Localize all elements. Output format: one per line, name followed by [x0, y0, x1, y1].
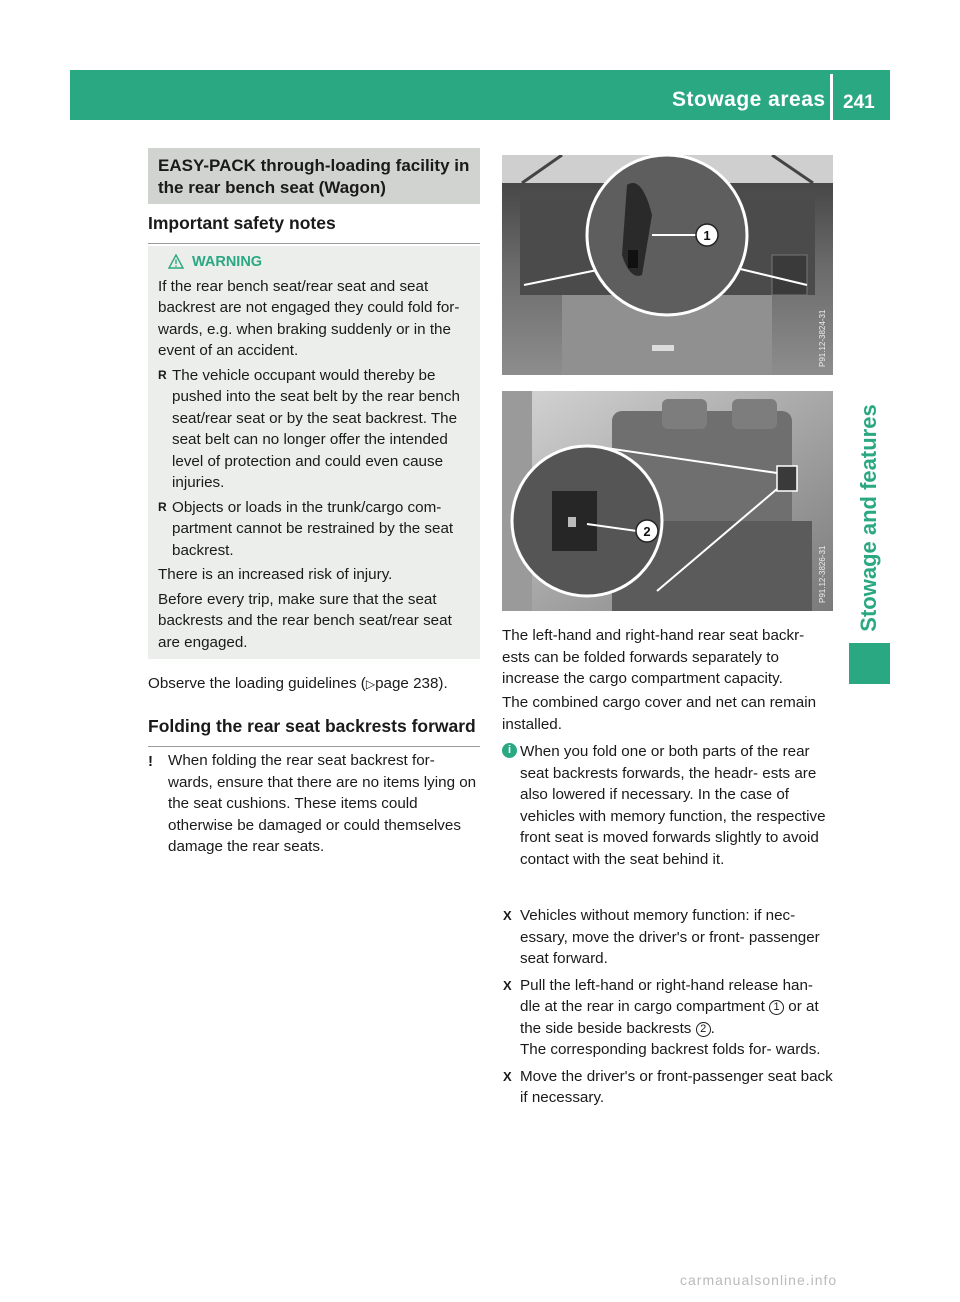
page-ref-arrow-icon: ▷ [365, 677, 376, 691]
section-title: EASY-PACK through-loading facility in the rear bench seat (Wagon) [148, 148, 480, 204]
page-ref-link[interactable]: page 238). [375, 675, 448, 692]
subheading: Important safety notes [148, 213, 480, 244]
observe-guidelines: Observe the loading guidelines (▷page 238). [148, 675, 448, 692]
info-text: When you fold one or both parts of the rear seat backrests forwards, the headr- ests are also lowered if necessary. In the case of vehicles with memory function, the respective front seat is moved forwards slightly to avoid contact with the seat behind it. [520, 743, 826, 868]
info-icon: i [502, 743, 517, 758]
callout-2: 2 [643, 524, 651, 539]
photo2-code: P91.12-3826-31 [818, 545, 827, 603]
side-tab-block [849, 643, 890, 684]
footer-watermark: carmanualsonline.info [680, 1272, 838, 1288]
warning-triangle-icon [168, 254, 184, 269]
notice [148, 750, 480, 858]
warning-header [158, 252, 470, 274]
instruction-steps [502, 900, 835, 1109]
intro-paragraph: The left-hand and right-hand rear seat backr- ests can be folded forwards separately to increase the cargo compartment capacity. [502, 627, 805, 687]
callout-ref-2: 2 [696, 1022, 711, 1037]
warning-risk: There is an increased risk of injury. [158, 566, 393, 583]
callout-1: 1 [703, 228, 711, 243]
step-item: X Pull the left-hand or right-hand release han- dle at the rear in cargo compartment 1 or at the side beside backrests 2 . The corresponding backrest folds for- wards. [502, 975, 835, 1061]
rear-seat-photo [502, 391, 833, 611]
header-divider [830, 74, 833, 120]
notice-text: When folding the rear seat backrest for- wards, ensure that there are no items lying on the seat cushions. These items could otherwise be damaged or could themselves damage the rear seats. [168, 752, 477, 855]
warning-bullet: R The vehicle occupant would thereby be pushed into the seat belt by the rear bench seat/rear seat or by the seat backrest. The seat belt can no longer offer the intended level of protection and could even cause injuries. [158, 365, 470, 494]
photo1-code: P91.12-3824-31 [818, 309, 827, 367]
warning-label: WARNING [192, 254, 263, 270]
step-item: X Vehicles without memory function: if nec- essary, move the driver's or front- passenger seat forward. [502, 905, 835, 970]
step-result: The corresponding backrest folds for- wards. [520, 1041, 821, 1058]
warning-advice: Before every trip, make sure that the seat backrests and the rear bench seat/rear seat are engaged. [158, 590, 452, 651]
info-note [502, 741, 835, 870]
folding-heading: Folding the rear seat backrests forward [148, 716, 480, 747]
warning-box [148, 246, 480, 659]
warning-intro: If the rear bench seat/rear seat and seat backrest are not engaged they could fold for- wards, e.g. when braking suddenly or in the event of an accident. [158, 277, 460, 359]
side-tab-label: Stowage and features [856, 404, 881, 632]
notice-exclamation-icon: ! [148, 753, 153, 770]
cargo-cover-paragraph: The combined cargo cover and net can remain installed. [502, 694, 817, 733]
page-number: 241 [843, 92, 875, 113]
callout-ref-1: 1 [769, 1000, 784, 1015]
cargo-compartment-photo [502, 155, 833, 375]
warning-bullet: R Objects or loads in the trunk/cargo com- partment cannot be restrained by the seat backrest. [158, 497, 470, 562]
step-item: X Move the driver's or front-passenger seat back if necessary. [502, 1066, 835, 1109]
chapter-title: Stowage areas [672, 88, 826, 111]
